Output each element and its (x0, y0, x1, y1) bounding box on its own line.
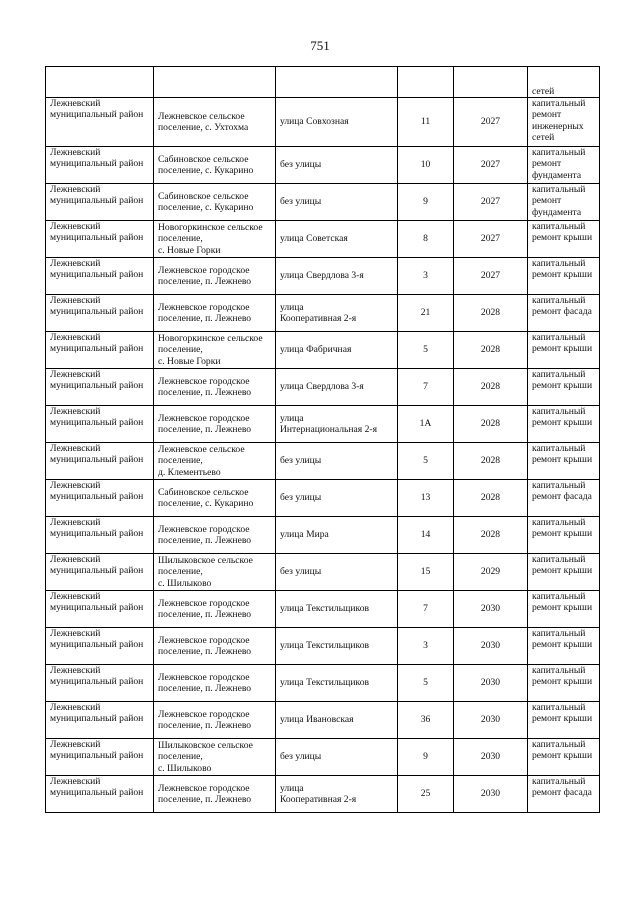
cell-year (454, 67, 528, 98)
cell-district: Лежневский муниципальный район (46, 258, 154, 295)
table-row (46, 665, 600, 702)
cell-work: капитальный ремонт крыши (528, 369, 600, 406)
cell-street: без улицы (276, 480, 398, 517)
cell-district: Лежневский муниципальный район (46, 665, 154, 702)
cell-work: капитальный ремонт крыши (528, 406, 600, 443)
cell-house: 3 (398, 258, 454, 295)
cell-district: Лежневский муниципальный район (46, 443, 154, 480)
cell-house: 13 (398, 480, 454, 517)
cell-house: 5 (398, 665, 454, 702)
cell-year: 2030 (454, 739, 528, 776)
cell-street: улица Текстильщиков (276, 628, 398, 665)
cell-settlement: Шилыковское сельское поселение, с. Шилыково (154, 739, 276, 776)
cell-settlement: Лежневское городское поселение, п. Лежнево (154, 776, 276, 813)
cell-street: без улицы (276, 554, 398, 591)
table-row (46, 443, 600, 480)
cell-street (276, 67, 398, 98)
cell-year: 2030 (454, 702, 528, 739)
cell-district: Лежневский муниципальный район (46, 295, 154, 332)
cell-work: капитальный ремонт крыши (528, 221, 600, 258)
table-row (46, 369, 600, 406)
cell-settlement: Лежневское городское поселение, п. Лежнево (154, 295, 276, 332)
cell-work: капитальный ремонт фасада (528, 295, 600, 332)
cell-district: Лежневский муниципальный район (46, 628, 154, 665)
cell-work: капитальный ремонт крыши (528, 517, 600, 554)
cell-house: 9 (398, 739, 454, 776)
cell-work: капитальный ремонт крыши (528, 628, 600, 665)
table-row (46, 776, 600, 813)
cell-district: Лежневский муниципальный район (46, 184, 154, 221)
cell-house: 36 (398, 702, 454, 739)
cell-work: капитальный ремонт крыши (528, 332, 600, 369)
cell-year: 2028 (454, 369, 528, 406)
cell-street: улица Текстильщиков (276, 591, 398, 628)
cell-street: без улицы (276, 184, 398, 221)
cell-settlement: Лежневское городское поселение, п. Лежнево (154, 665, 276, 702)
cell-work: капитальный ремонт крыши (528, 702, 600, 739)
cell-work: сетей (528, 67, 600, 98)
cell-year: 2030 (454, 628, 528, 665)
cell-year: 2027 (454, 147, 528, 184)
cell-street: улица Свердлова 3-я (276, 369, 398, 406)
cell-year: 2027 (454, 184, 528, 221)
table-row (46, 739, 600, 776)
repair-schedule-table (45, 66, 600, 813)
cell-year: 2027 (454, 221, 528, 258)
cell-settlement: Лежневское городское поселение, п. Лежнево (154, 702, 276, 739)
cell-district: Лежневский муниципальный район (46, 221, 154, 258)
table-row (46, 517, 600, 554)
cell-settlement: Лежневское городское поселение, п. Лежнево (154, 369, 276, 406)
cell-year: 2028 (454, 480, 528, 517)
cell-street: без улицы (276, 739, 398, 776)
cell-district: Лежневский муниципальный район (46, 480, 154, 517)
cell-year: 2030 (454, 591, 528, 628)
cell-work: капитальный ремонт фасада (528, 480, 600, 517)
cell-district: Лежневский муниципальный район (46, 591, 154, 628)
cell-street: улица Кооперативная 2-я (276, 295, 398, 332)
cell-year: 2028 (454, 443, 528, 480)
table-row (46, 480, 600, 517)
cell-street: улица Совхозная (276, 98, 398, 147)
table-row (46, 147, 600, 184)
cell-street: улица Фабричная (276, 332, 398, 369)
continuation-row (46, 67, 600, 98)
cell-house: 25 (398, 776, 454, 813)
cell-street: без улицы (276, 443, 398, 480)
cell-settlement: Лежневское городское поселение, п. Лежнево (154, 258, 276, 295)
cell-settlement: Лежневское сельское поселение, д. Клементьево (154, 443, 276, 480)
cell-house: 3 (398, 628, 454, 665)
cell-work: капитальный ремонт крыши (528, 739, 600, 776)
cell-street: улица Кооперативная 2-я (276, 776, 398, 813)
cell-house: 1А (398, 406, 454, 443)
cell-street: улица Мира (276, 517, 398, 554)
cell-street: без улицы (276, 147, 398, 184)
cell-street: улица Советская (276, 221, 398, 258)
table-row (46, 554, 600, 591)
cell-year: 2030 (454, 776, 528, 813)
cell-district: Лежневский муниципальный район (46, 369, 154, 406)
cell-year: 2028 (454, 332, 528, 369)
cell-settlement: Сабиновское сельское поселение, с. Кукарино (154, 147, 276, 184)
cell-house: 11 (398, 98, 454, 147)
cell-year: 2027 (454, 258, 528, 295)
cell-settlement: Новогоркинское сельское поселение, с. Новые Горки (154, 332, 276, 369)
table-row (46, 702, 600, 739)
cell-year: 2029 (454, 554, 528, 591)
cell-settlement: Сабиновское сельское поселение, с. Кукарино (154, 480, 276, 517)
cell-settlement: Шилыковское сельское поселение, с. Шилыково (154, 554, 276, 591)
cell-work: капитальный ремонт инженерных сетей (528, 98, 600, 147)
cell-work: капитальный ремонт крыши (528, 591, 600, 628)
cell-work: капитальный ремонт крыши (528, 554, 600, 591)
cell-year: 2028 (454, 517, 528, 554)
cell-house: 14 (398, 517, 454, 554)
cell-settlement: Новогоркинское сельское поселение, с. Новые Горки (154, 221, 276, 258)
cell-year: 2030 (454, 665, 528, 702)
table-row (46, 628, 600, 665)
cell-district: Лежневский муниципальный район (46, 406, 154, 443)
cell-settlement: Лежневское сельское поселение, с. Ухтохма (154, 98, 276, 147)
cell-house: 21 (398, 295, 454, 332)
table-row (46, 295, 600, 332)
cell-district: Лежневский муниципальный район (46, 332, 154, 369)
cell-district: Лежневский муниципальный район (46, 702, 154, 739)
page-number: 751 (310, 38, 330, 53)
cell-year: 2028 (454, 295, 528, 332)
table-row (46, 98, 600, 147)
cell-house: 9 (398, 184, 454, 221)
table-row (46, 221, 600, 258)
cell-district: Лежневский муниципальный район (46, 517, 154, 554)
cell-house: 5 (398, 443, 454, 480)
cell-work: капитальный ремонт фундамента (528, 147, 600, 184)
table-row (46, 184, 600, 221)
cell-house: 7 (398, 369, 454, 406)
cell-work: капитальный ремонт фундамента (528, 184, 600, 221)
cell-settlement: Лежневское городское поселение, п. Лежнево (154, 517, 276, 554)
cell-street: улица Свердлова 3-я (276, 258, 398, 295)
cell-year: 2027 (454, 98, 528, 147)
cell-district: Лежневский муниципальный район (46, 98, 154, 147)
cell-house: 10 (398, 147, 454, 184)
cell-street: улица Интернациональная 2-я (276, 406, 398, 443)
cell-year: 2028 (454, 406, 528, 443)
cell-house (398, 67, 454, 98)
cell-work: капитальный ремонт крыши (528, 665, 600, 702)
cell-house: 7 (398, 591, 454, 628)
table-row (46, 406, 600, 443)
cell-district: Лежневский муниципальный район (46, 147, 154, 184)
cell-street: улица Текстильщиков (276, 665, 398, 702)
cell-work: капитальный ремонт крыши (528, 258, 600, 295)
cell-house: 5 (398, 332, 454, 369)
cell-house: 15 (398, 554, 454, 591)
cell-settlement: Сабиновское сельское поселение, с. Кукарино (154, 184, 276, 221)
table-row (46, 591, 600, 628)
cell-work: капитальный ремонт фасада (528, 776, 600, 813)
cell-settlement (154, 67, 276, 98)
cell-street: улица Ивановская (276, 702, 398, 739)
cell-district: Лежневский муниципальный район (46, 554, 154, 591)
cell-house: 8 (398, 221, 454, 258)
cell-district (46, 67, 154, 98)
cell-settlement: Лежневское городское поселение, п. Лежнево (154, 406, 276, 443)
table-row (46, 258, 600, 295)
cell-settlement: Лежневское городское поселение, п. Лежнево (154, 591, 276, 628)
cell-district: Лежневский муниципальный район (46, 739, 154, 776)
cell-settlement: Лежневское городское поселение, п. Лежнево (154, 628, 276, 665)
table-row (46, 332, 600, 369)
cell-district: Лежневский муниципальный район (46, 776, 154, 813)
cell-work: капитальный ремонт крыши (528, 443, 600, 480)
